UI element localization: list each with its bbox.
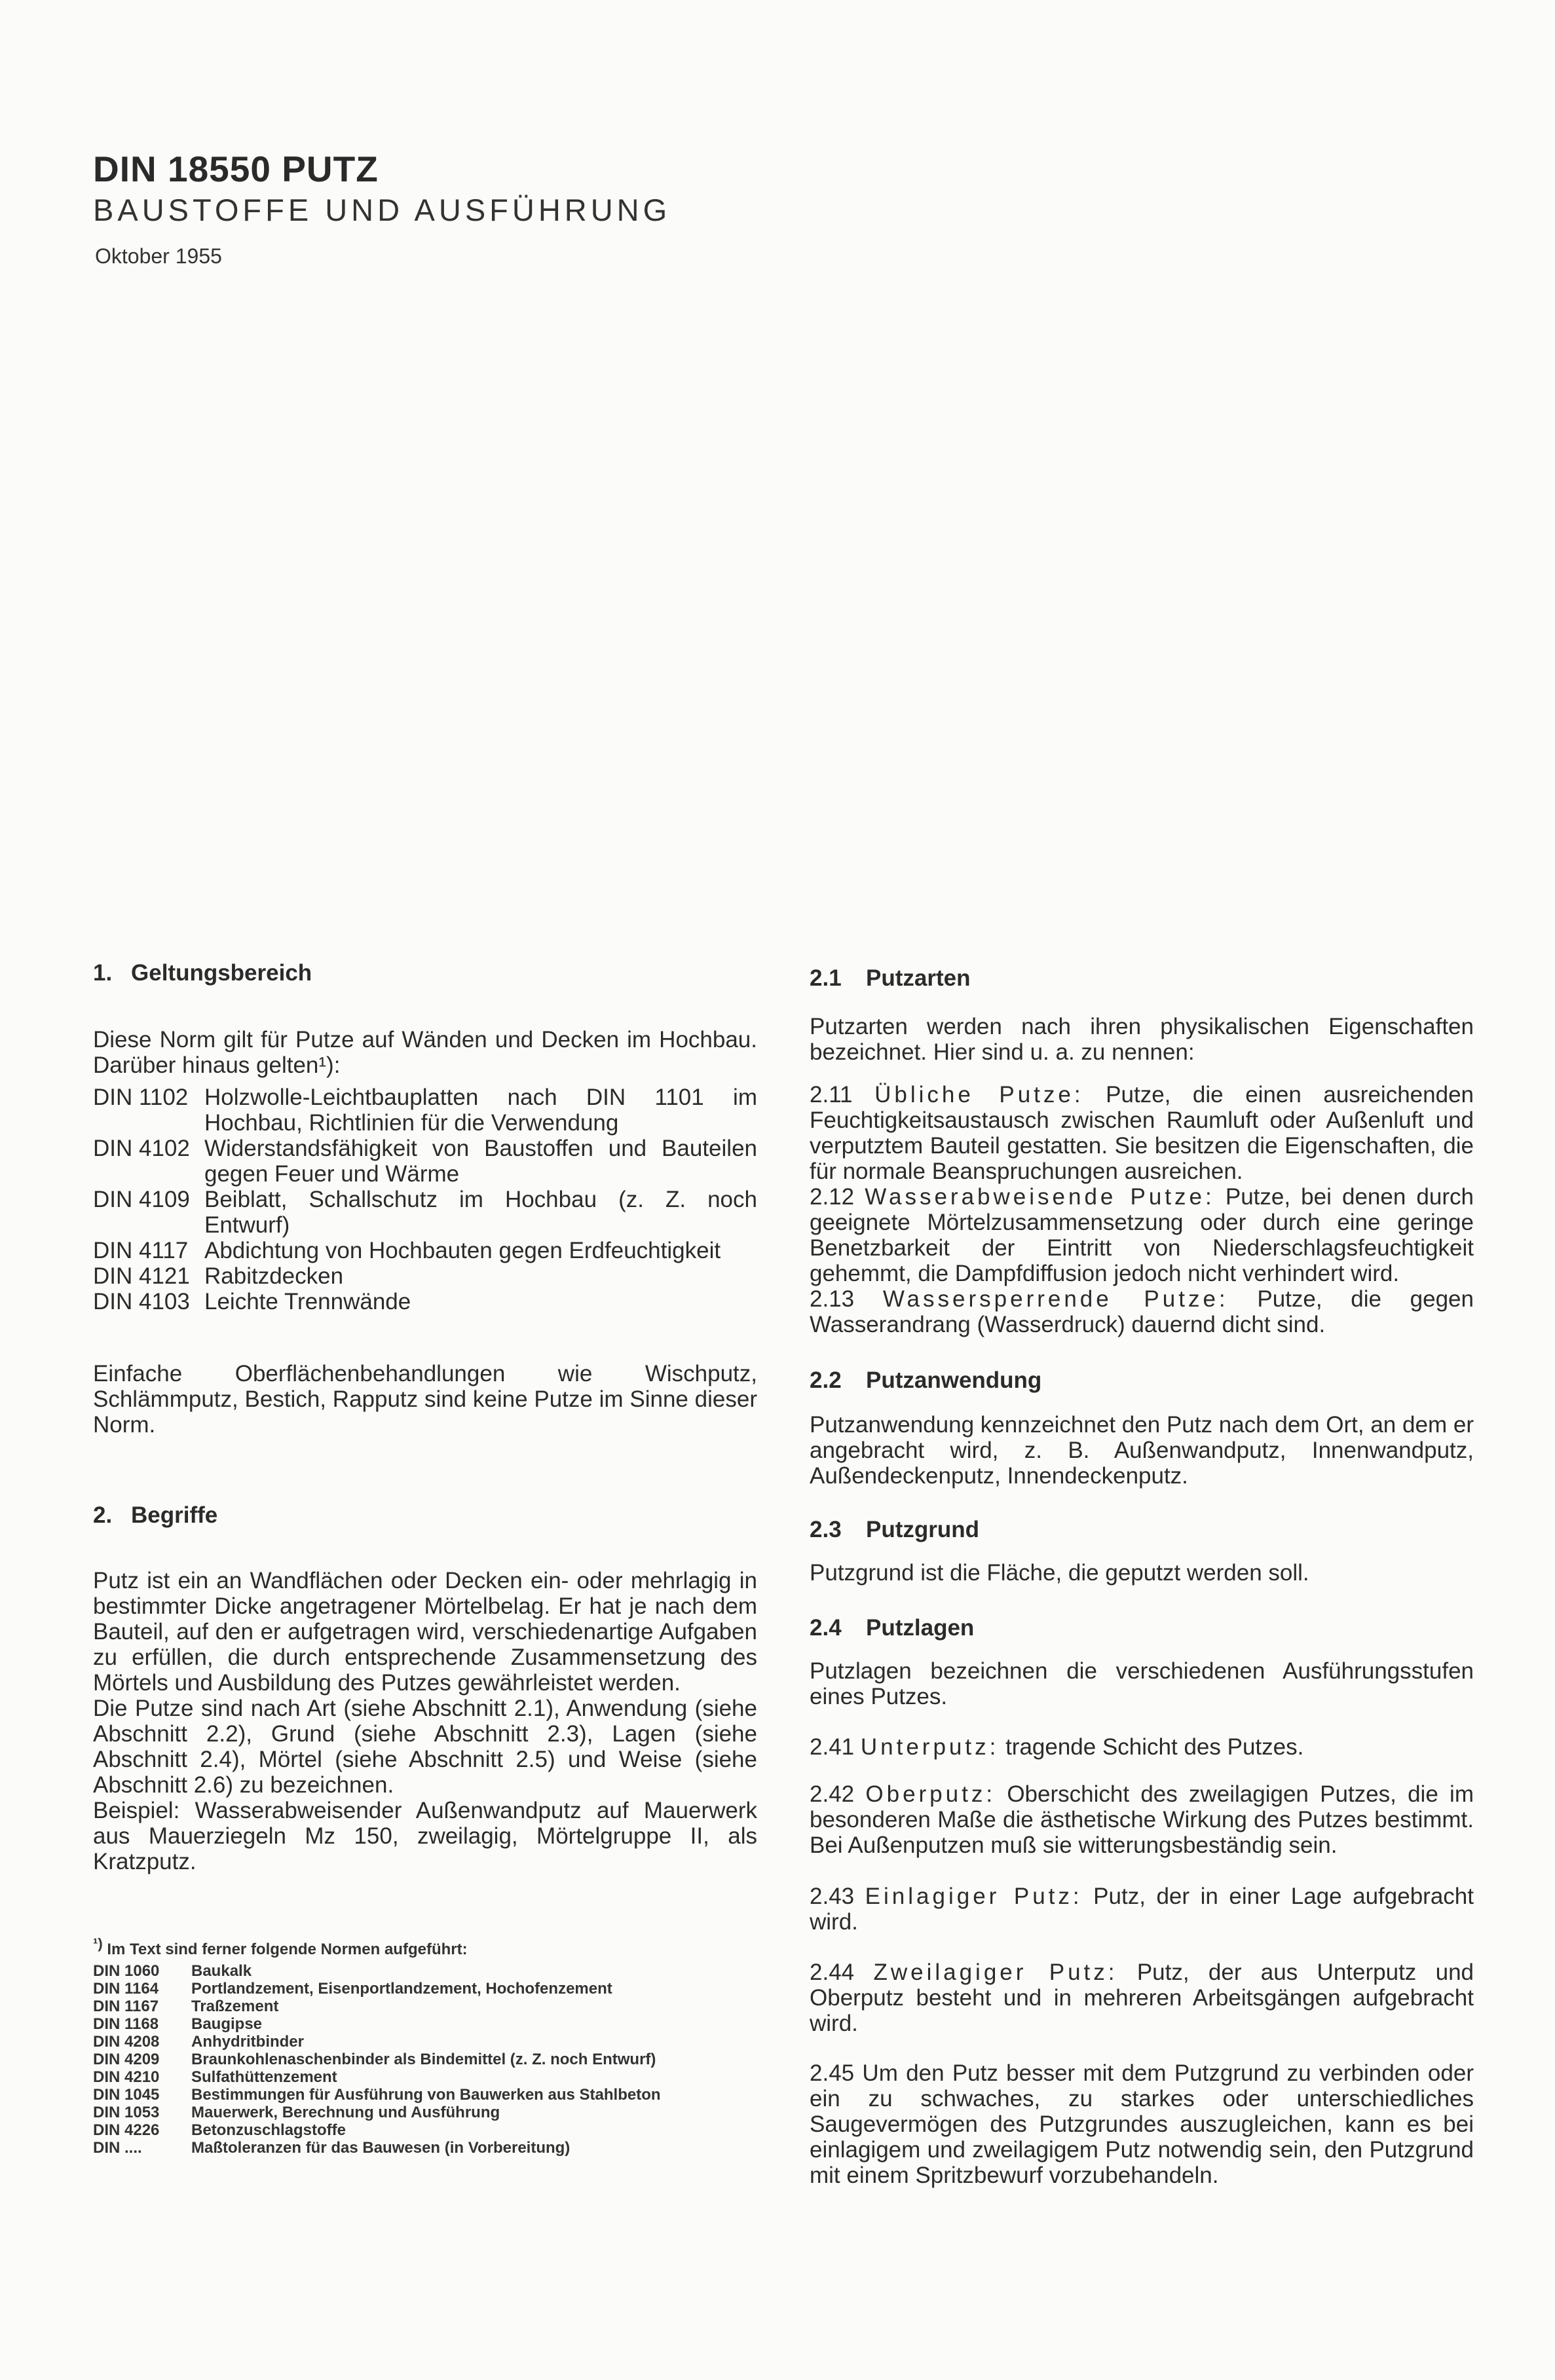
section-number: 2.1	[810, 965, 842, 991]
subsection-text: Putze, bei denen durch geeignete Mörtelzusammensetzung oder durch eine geringe Benetzbarkeit der Eintritt von Niederschlagsfeuchtigkeit gehemmt, die Dampfdiffusion jedoch nicht verhindert wird.	[810, 1184, 1474, 1286]
din-text: Leichte Trennwände	[204, 1289, 411, 1314]
subsection-number: 2.12	[810, 1184, 855, 1210]
section-1	[93, 960, 757, 986]
section-2-body	[93, 1568, 757, 1874]
subsection-2-11	[810, 1082, 1474, 1184]
subsection-text: tragende Schicht des Putzes.	[1005, 1734, 1304, 1760]
din-code: DIN 4121	[93, 1263, 190, 1289]
subsection-number: 2.44	[810, 1960, 855, 1985]
subsection-number: 2.45	[810, 2060, 855, 2086]
section-2-2-text: Putzanwendung kennzeichnet den Putz nach dem Ort, an dem er angebracht wird, z. B. Außenwandputz, Innenwandputz, Außendeckenputz, Innendeckenputz.	[810, 1412, 1474, 1489]
subsection-number: 2.13	[810, 1286, 855, 1312]
section-number: 2.3	[810, 1517, 842, 1542]
paragraph: Putz ist ein an Wandflächen oder Decken ein- oder mehrlagig in bestimmter Dicke angetragener Mörtelbelag. Er hat je nach dem Bauteil, auf den er aufgetragen wird, verschiedenartige Aufgaben zu erfüllen, die durch entsprechende Zusammensetzung des Mörtels und Ausbildung des Putzes gewährleistet werden.	[93, 1568, 757, 1696]
footnote-row	[93, 2104, 757, 2121]
subsection-text: Oberschicht des zweilagigen Putzes, die im besonderen Maße die ästhetische Wirkung des Putzes bestimmt. Bei Außenputzen muß sie witterungsbeständig sein.	[810, 1781, 1474, 1858]
footnote-code: DIN 4208	[93, 2033, 160, 2051]
din-text: Widerstandsfähigkeit von Baustoffen und Bauteilen gegen Feuer und Wärme	[204, 1136, 757, 1187]
footnote-code: DIN 1167	[93, 1998, 159, 2015]
section-title: Begriffe	[131, 1502, 218, 1528]
subsection-number: 2.42	[810, 1781, 855, 1807]
section-2-4-text: Putzlagen bezeichnen die verschiedenen Ausführungsstufen eines Putzes.	[810, 1658, 1474, 1709]
footnote-text: Baukalk	[191, 1962, 252, 1980]
subsection-term: Einlagiger Putz:	[865, 1884, 1083, 1909]
section-2-2-heading	[810, 1367, 1474, 1393]
din-reference-row	[93, 1263, 757, 1289]
footnote-intro: Im Text sind ferner folgende Normen aufgeführt:	[107, 1941, 468, 1958]
document-date: Oktober 1955	[95, 244, 222, 268]
section-2-1-heading	[810, 965, 1474, 991]
din-reference-row	[93, 1187, 757, 1238]
subsection-term: Unterputz:	[860, 1734, 1000, 1760]
subsection-2-12	[810, 1184, 1474, 1286]
din-text: Holzwolle-Leichtbauplatten nach DIN 1101 im Hochbau, Richtlinien für die Verwendung	[204, 1085, 757, 1136]
din-code: DIN 4117	[93, 1238, 189, 1263]
footnote-text: Sulfathüttenzement	[191, 2068, 337, 2086]
section-2-heading	[93, 1502, 757, 1528]
footnote-row	[93, 2015, 757, 2033]
subsection-term: Zweilagiger Putz:	[873, 1960, 1118, 1985]
din-reference-row	[93, 1085, 757, 1136]
din-text: Rabitzdecken	[204, 1263, 344, 1289]
section-number: 2.2	[810, 1367, 842, 1393]
subsection-2-44	[810, 1960, 1474, 2036]
section-2-4-heading	[810, 1615, 1474, 1641]
subsection-2-13	[810, 1286, 1474, 1337]
section-number: 2.4	[810, 1615, 842, 1641]
subsection-term: Wassersperrende Putze:	[882, 1286, 1229, 1312]
footnote-row	[93, 2068, 757, 2086]
din-code: DIN 1102	[93, 1085, 189, 1110]
din-reference-row	[93, 1289, 757, 1314]
section-2-3-heading	[810, 1517, 1474, 1542]
section-title: Geltungsbereich	[131, 960, 312, 986]
section-title: Putzarten	[866, 965, 971, 991]
footnote-intro-line	[93, 1935, 757, 1958]
document-subtitle: BAUSTOFFE UND AUSFÜHRUNG	[93, 193, 671, 227]
subsection-text: Putze, die gegen Wasserandrang (Wasserdruck) dauernd dicht sind.	[810, 1286, 1474, 1337]
footnote-code: DIN 1045	[93, 2086, 160, 2104]
din-reference-list	[93, 1085, 757, 1314]
footnote-text: Bestimmungen für Ausführung von Bauwerken aus Stahlbeton	[191, 2086, 661, 2104]
footnote-code: DIN 4226	[93, 2121, 160, 2139]
subsection-term: Übliche Putze:	[874, 1082, 1084, 1107]
footnote-row	[93, 2033, 757, 2051]
section-2-1-intro: Putzarten werden nach ihren physikalischen Eigenschaften bezeichnet. Hier sind u. a. zu nennen:	[810, 1014, 1474, 1065]
footnote-row	[93, 1962, 757, 1980]
footnote-code: DIN 1060	[93, 1962, 160, 1980]
footnote-code: DIN 4209	[93, 2051, 160, 2068]
section-1-heading	[93, 960, 757, 986]
paragraph: Beispiel: Wasserabweisender Außenwandputz auf Mauerwerk aus Mauerziegeln Mz 150, zweilagig, Mörtelgruppe II, als Kratzputz.	[93, 1798, 757, 1874]
subsection-text: Um den Putz besser mit dem Putzgrund zu verbinden oder ein zu schwaches, zu starkes oder unterschiedliches Saugevermögen des Putzgrundes auszugleichen, kann es bei einlagigem und zweilagigem Putz notwendig sein, den Putzgrund mit einem Spritzbewurf vorzubehandeln.	[810, 2060, 1474, 2188]
footnote-row	[93, 1980, 757, 1998]
subsection-text: Putz, der aus Unterputz und Oberputz besteht und in mehreren Arbeitsgängen aufgebracht wird.	[810, 1960, 1474, 2036]
din-reference-row	[93, 1238, 757, 1263]
footnote-text: Maßtoleranzen für das Bauwesen (in Vorbereitung)	[191, 2139, 571, 2157]
din-text: Abdichtung von Hochbauten gegen Erdfeuchtigkeit	[204, 1238, 721, 1263]
section-number: 2.	[93, 1502, 113, 1528]
subsection-number: 2.41	[810, 1734, 855, 1760]
din-text: Beiblatt, Schallschutz im Hochbau (z. Z. noch Entwurf)	[204, 1187, 757, 1238]
subsection-2-45	[810, 2060, 1474, 2188]
section-number: 1.	[93, 960, 113, 986]
section-2-3-text: Putzgrund ist die Fläche, die geputzt werden soll.	[810, 1560, 1309, 1586]
din-reference-row	[93, 1136, 757, 1187]
footnote-row	[93, 2051, 757, 2068]
subsection-2-43	[810, 1884, 1474, 1935]
footnote-code: DIN 1164	[93, 1980, 159, 1998]
footnote-code: DIN 1053	[93, 2104, 160, 2121]
subsection-text: Putz, der in einer Lage aufgebracht wird.	[810, 1884, 1474, 1935]
section-title: Putzgrund	[866, 1517, 980, 1542]
paragraph: Die Putze sind nach Art (siehe Abschnitt 2.1), Anwendung (siehe Abschnitt 2.2), Grund (siehe Abschnitt 2.3), Lagen (siehe Abschnitt 2.4), Mörtel (siehe Abschnitt 2.5) und Weise (siehe Abschnitt 2.6) zu bezeichnen.	[93, 1696, 757, 1798]
footnote-code: DIN ....	[93, 2139, 142, 2157]
footnote-row	[93, 2139, 757, 2157]
subsection-term: Oberputz:	[865, 1781, 996, 1807]
footnote-row	[93, 1998, 757, 2015]
section-title: Putzlagen	[866, 1615, 975, 1641]
footnote-text: Mauerwerk, Berechnung und Ausführung	[191, 2104, 500, 2121]
footnote-text: Baugipse	[191, 2015, 263, 2033]
din-code: DIN 4109	[93, 1187, 190, 1212]
document-title: DIN 18550 PUTZ	[93, 149, 379, 189]
footnote-text: Anhydritbinder	[191, 2033, 304, 2051]
din-code: DIN 4103	[93, 1289, 190, 1314]
footnote-row	[93, 2086, 757, 2104]
subsection-text: Putze, die einen ausreichenden Feuchtigkeitsaustausch zwischen Raumluft oder Außenluft und verputztem Bauteil gestatten. Sie besitzen die Eigenschaften, die für normale Beanspruchungen ausreichen.	[810, 1082, 1474, 1184]
section-title: Putzanwendung	[866, 1367, 1042, 1393]
section-1-intro: Diese Norm gilt für Putze auf Wänden und Decken im Hochbau. Darüber hinaus gelten¹):	[93, 1027, 757, 1078]
subsection-number: 2.43	[810, 1884, 855, 1909]
subsection-term: Wasserabweisende Putze:	[865, 1184, 1215, 1210]
footnote-mark: ¹)	[93, 1935, 103, 1952]
subsection-number: 2.11	[810, 1082, 853, 1107]
din-code: DIN 4102	[93, 1136, 190, 1161]
footnote-text: Betonzuschlagstoffe	[191, 2121, 347, 2139]
subsection-2-41	[810, 1734, 1474, 1760]
section-1-outro: Einfache Oberflächenbehandlungen wie Wischputz, Schlämmputz, Bestich, Rapputz sind keine Putze im Sinne dieser Norm.	[93, 1361, 757, 1438]
footnote	[93, 1935, 757, 2157]
footnote-row	[93, 2121, 757, 2139]
subsection-2-42	[810, 1781, 1474, 1858]
footnote-text: Braunkohlenaschenbinder als Bindemittel (z. Z. noch Entwurf)	[191, 2051, 656, 2068]
footnote-code: DIN 4210	[93, 2068, 160, 2086]
footnote-code: DIN 1168	[93, 2015, 159, 2033]
section-2	[93, 1502, 757, 1528]
footnote-text: Traßzement	[191, 1998, 279, 2015]
footnote-text: Portlandzement, Eisenportlandzement, Hochofenzement	[191, 1980, 612, 1998]
